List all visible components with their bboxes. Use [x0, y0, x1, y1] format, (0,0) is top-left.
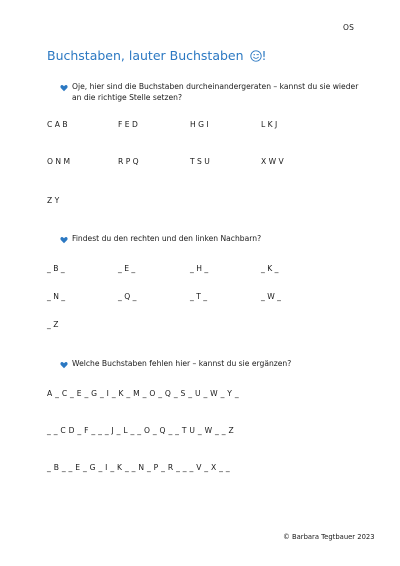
alphabet-gap-line-3: _ B _ _ E _ G _ I _ K _ _ N _ P _ R _ _ _ V _ X _ _ — [47, 463, 230, 472]
task2-row-3 — [47, 320, 367, 338]
neighbor-gap: _ H _ — [190, 264, 209, 273]
letter-group: T S U — [190, 157, 210, 166]
smiley-wink-icon — [250, 50, 262, 62]
task1-row-3 — [47, 196, 367, 214]
letter-group: X W V — [261, 157, 284, 166]
task3-question: Welche Buchstaben fehlen hier – kannst du sie ergänzen? — [72, 359, 292, 368]
letter-group: Z Y — [47, 196, 60, 205]
alphabet-gap-line-2: _ _ C D _ F _ _ _ J _ L _ _ O _ Q _ _ T U _ W _ _ Z — [47, 426, 234, 435]
title-text: Buchstaben, lauter Buchstaben — [47, 48, 244, 63]
neighbor-gap: _ W _ — [261, 292, 281, 301]
neighbor-gap: _ B _ — [47, 264, 65, 273]
letter-group: F E D — [118, 120, 138, 129]
neighbor-gap: _ Q _ — [118, 292, 137, 301]
alphabet-gap-line-1: A _ C _ E _ G _ I _ K _ M _ O _ Q _ S _ U _ W _ Y _ — [47, 389, 239, 398]
task2-question: Findest du den rechten und den linken Nachbarn? — [72, 234, 262, 243]
task1-question: Oje, hier sind die Buchstaben durcheinandergeraten – kannst du sie wieder an die richtige Stelle setzen? — [72, 82, 359, 102]
neighbor-gap: _ T _ — [190, 292, 208, 301]
title-suffix: ! — [261, 48, 267, 63]
neighbor-gap: _ K _ — [261, 264, 279, 273]
letter-group: L K J — [261, 120, 278, 129]
copyright-footer: © Barbara Tegtbauer 2023 — [283, 533, 375, 541]
heart-icon — [60, 236, 68, 244]
worksheet-title — [47, 48, 267, 63]
neighbor-gap: _ Z — [47, 320, 59, 329]
page-code: OS — [343, 23, 355, 32]
letter-group: R P Q — [118, 157, 139, 166]
letter-group: C A B — [47, 120, 68, 129]
letter-group: H G I — [190, 120, 209, 129]
heart-icon — [60, 84, 68, 92]
neighbor-gap: _ N _ — [47, 292, 66, 301]
neighbor-gap: _ E _ — [118, 264, 136, 273]
heart-icon — [60, 361, 68, 369]
letter-group: O N M — [47, 157, 71, 166]
